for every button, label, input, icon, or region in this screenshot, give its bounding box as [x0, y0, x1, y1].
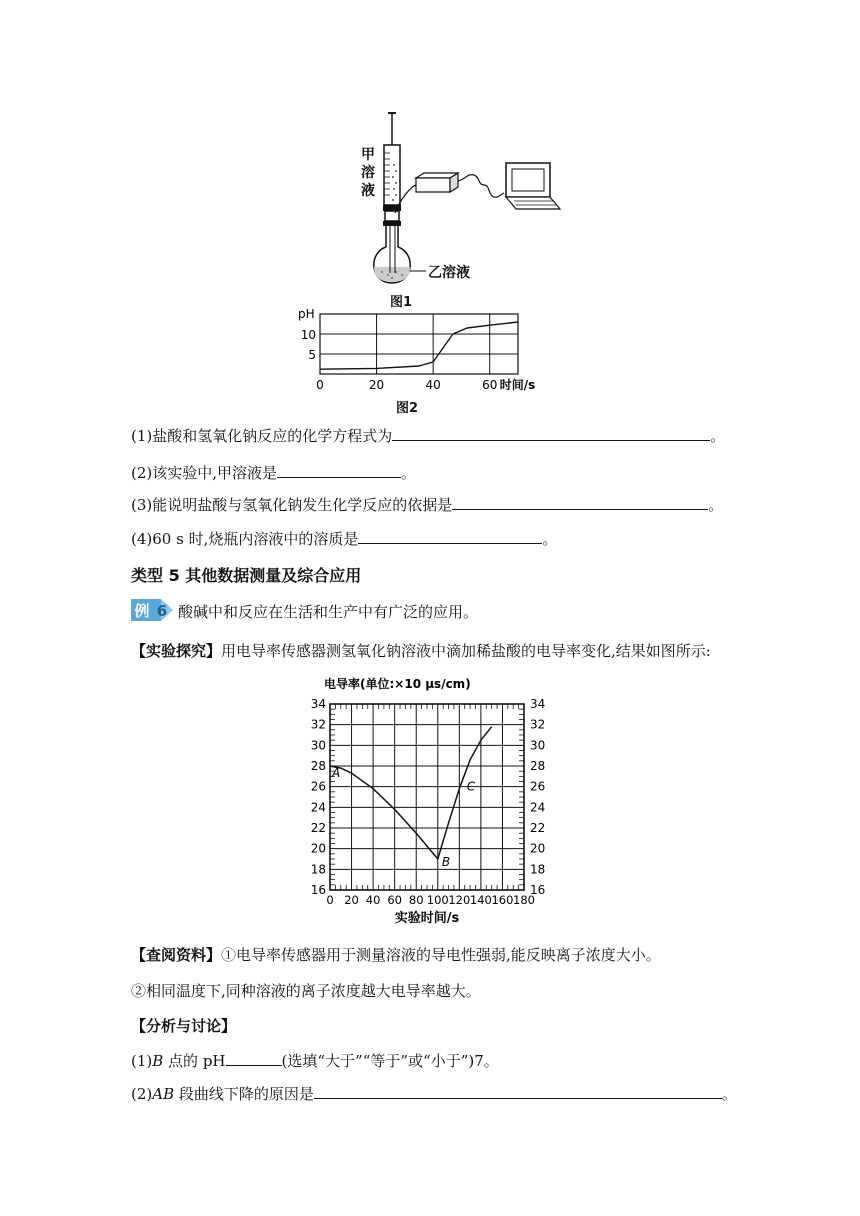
- x-tick-label: 20: [344, 893, 359, 907]
- y-tick-label-left: 22: [310, 821, 326, 835]
- y-tick-label-right: 24: [530, 800, 546, 815]
- ph-curve: [320, 322, 518, 369]
- y-tick-label-left: 26: [310, 779, 326, 794]
- x-tick-label: 120: [448, 893, 471, 907]
- section-heading: 类型 5 其他数据测量及综合应用: [131, 566, 362, 585]
- y-tick-label-right: 30: [530, 738, 546, 753]
- y-tick-label-left: 20: [310, 841, 326, 856]
- y-tick-label-left: 32: [310, 717, 326, 732]
- x-tick-label: 180: [513, 893, 535, 907]
- x-tick-label: 40: [425, 378, 441, 392]
- point-label-a: A: [332, 766, 341, 781]
- experiment-explore: 【实验探究】用电导率传感器测氢氧化钠溶液中滴加稀盐酸的电导率变化,结果如图所示:: [131, 642, 711, 660]
- x-tick-label: 60: [482, 378, 498, 392]
- answer-blank[interactable]: [392, 426, 710, 441]
- point-label-c: C: [466, 779, 476, 794]
- reference-item-2: ②相同温度下,同种溶液的离子浓度越大电导率越大。: [131, 982, 481, 1000]
- chart-title: 电导率(单位:×10 μs/cm): [324, 677, 471, 691]
- x-tick-label: 0: [326, 893, 334, 907]
- x-tick-label: 80: [408, 893, 424, 907]
- analysis-heading: 【分析与讨论】: [131, 1017, 237, 1035]
- y-tick-label-left: 28: [310, 759, 326, 773]
- x-tick-label: 140: [469, 893, 492, 907]
- y-tick-label-right: 20: [530, 841, 546, 856]
- x-axis-label: 实验时间/s: [394, 911, 460, 926]
- y-tick-label-left: 18: [310, 862, 326, 877]
- plot-frame: [330, 704, 524, 890]
- conductivity-chart: [300, 672, 560, 932]
- y-tick-label-right: 34: [530, 697, 546, 711]
- answer-blank[interactable]: [277, 463, 401, 478]
- question-3: (3)能说明盐酸与氢氧化钠发生化学反应的依据是 。: [131, 496, 724, 514]
- x-tick-label: 0: [316, 378, 324, 392]
- y-tick-label: 10: [300, 328, 316, 342]
- plot-frame: [320, 314, 518, 374]
- badge-number: 6: [156, 602, 168, 620]
- x-tick-label: 40: [365, 893, 381, 907]
- y-tick-label-left: 24: [310, 800, 326, 815]
- figure2-caption: 图2: [396, 401, 419, 416]
- x-tick-label: 60: [387, 893, 402, 907]
- y-tick-label-left: 16: [310, 883, 326, 897]
- answer-blank[interactable]: [358, 529, 542, 544]
- y-tick-label-right: 26: [530, 779, 546, 794]
- y-tick-label-right: 18: [530, 862, 546, 877]
- example-badge: [131, 599, 173, 621]
- answer-blank[interactable]: [314, 1084, 722, 1099]
- y-tick-label-left: 34: [310, 697, 326, 711]
- y-tick-label-right: 32: [530, 717, 546, 732]
- question-4: (4)60 s 时,烧瓶内溶液中的溶质是 。: [131, 530, 558, 548]
- figure1-caption: 图1: [390, 295, 413, 310]
- answer-blank[interactable]: [226, 1051, 282, 1066]
- ph-chart: [296, 304, 546, 396]
- analysis-question-1: (1)B 点的 pH (选填“大于”“等于”或“小于”)7。: [131, 1052, 499, 1070]
- example-intro: 酸碱中和反应在生活和生产中有广泛的应用。: [178, 603, 479, 621]
- y-tick-label-right: 22: [530, 821, 546, 835]
- y-tick-label-right: 28: [530, 759, 546, 773]
- question-2: (2)该实验中,甲溶液是 。: [131, 464, 417, 482]
- y-tick-label-right: 16: [530, 883, 546, 897]
- reference-item-1: 【查阅资料】①电导率传感器用于测量溶液的导电性强弱,能反映离子浓度大小。: [131, 946, 661, 964]
- label-jia-solution: 甲溶液: [361, 147, 375, 199]
- x-tick-label: 20: [368, 378, 385, 392]
- point-label-b: B: [441, 855, 451, 870]
- y-axis-label: pH: [298, 307, 315, 321]
- badge-char: 例: [134, 602, 150, 620]
- x-tick-label: 160: [491, 893, 514, 907]
- x-axis-label: 时间/s: [499, 378, 536, 392]
- question-1: (1)盐酸和氢氧化钠反应的化学方程式为 。: [131, 427, 726, 445]
- answer-blank[interactable]: [452, 495, 708, 510]
- y-tick-label-left: 30: [310, 738, 326, 753]
- y-tick-label: 5: [308, 348, 316, 362]
- analysis-question-2: (2)AB 段曲线下降的原因是 。: [131, 1085, 737, 1103]
- label-yi-solution: 乙溶液: [428, 265, 470, 281]
- x-tick-label: 100: [426, 893, 449, 907]
